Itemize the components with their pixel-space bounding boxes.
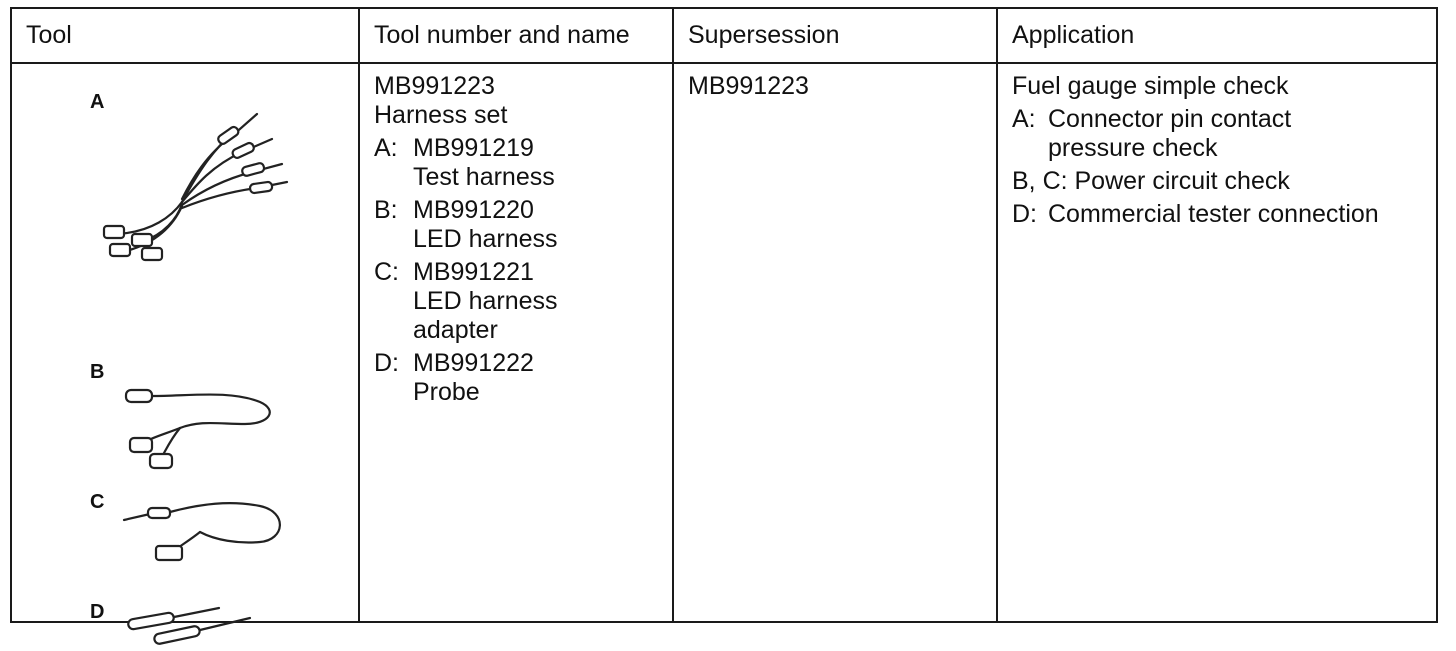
component-d xyxy=(374,349,672,407)
special-tools-table xyxy=(10,7,1438,623)
tool-number: MB991223 xyxy=(374,72,495,100)
application-title: Fuel gauge simple check xyxy=(1012,72,1289,100)
component-number: MB991220 xyxy=(413,196,534,224)
tool-name: Harness set xyxy=(374,101,508,129)
header-row xyxy=(11,8,1437,63)
led-harness-illustration-icon xyxy=(120,382,280,472)
application-code: D: xyxy=(1012,200,1037,228)
application-text-continued: pressure check xyxy=(1048,134,1218,162)
component-number: MB991221 xyxy=(413,258,534,286)
component-code: A: xyxy=(374,134,398,162)
header-tool: Tool xyxy=(11,8,359,63)
component-a xyxy=(374,134,672,192)
component-number: MB991219 xyxy=(413,134,534,162)
test-harness-illustration-icon xyxy=(82,84,292,264)
application-text: Connector pin contact xyxy=(1048,105,1292,133)
tool-label-b: B xyxy=(90,361,105,383)
component-name: Test harness xyxy=(413,163,555,191)
component-code: B: xyxy=(374,196,398,224)
application-d xyxy=(1012,200,1436,229)
application-bc: B, C: Power circuit check xyxy=(1012,167,1290,195)
component-c xyxy=(374,258,672,345)
component-name: LED harness xyxy=(413,225,558,253)
header-application: Application xyxy=(997,8,1437,63)
component-name-continued: adapter xyxy=(413,316,498,344)
supersession-number: MB991223 xyxy=(688,72,809,100)
tool-label-a: A xyxy=(90,91,105,113)
header-tool-number-and-name: Tool number and name xyxy=(359,8,673,63)
component-name: Probe xyxy=(413,378,480,406)
header-supersession: Supersession xyxy=(673,8,997,63)
tool-number-and-name-cell xyxy=(359,63,673,622)
led-harness-adapter-illustration-icon xyxy=(120,492,290,572)
tool-label-c: C xyxy=(90,491,105,513)
application-code: A: xyxy=(1012,105,1036,133)
component-number: MB991222 xyxy=(413,349,534,377)
tool-illustration-cell xyxy=(11,63,359,622)
component-name: LED harness xyxy=(413,287,558,315)
application-a xyxy=(1012,105,1436,163)
tool-label-d: D xyxy=(90,601,105,623)
component-b xyxy=(374,196,672,254)
component-code: C: xyxy=(374,258,399,286)
application-text: Commercial tester connection xyxy=(1048,200,1379,228)
supersession-cell xyxy=(673,63,997,622)
application-cell xyxy=(997,63,1437,622)
probe-illustration-icon xyxy=(124,596,264,651)
table-row xyxy=(11,63,1437,622)
component-code: D: xyxy=(374,349,399,377)
